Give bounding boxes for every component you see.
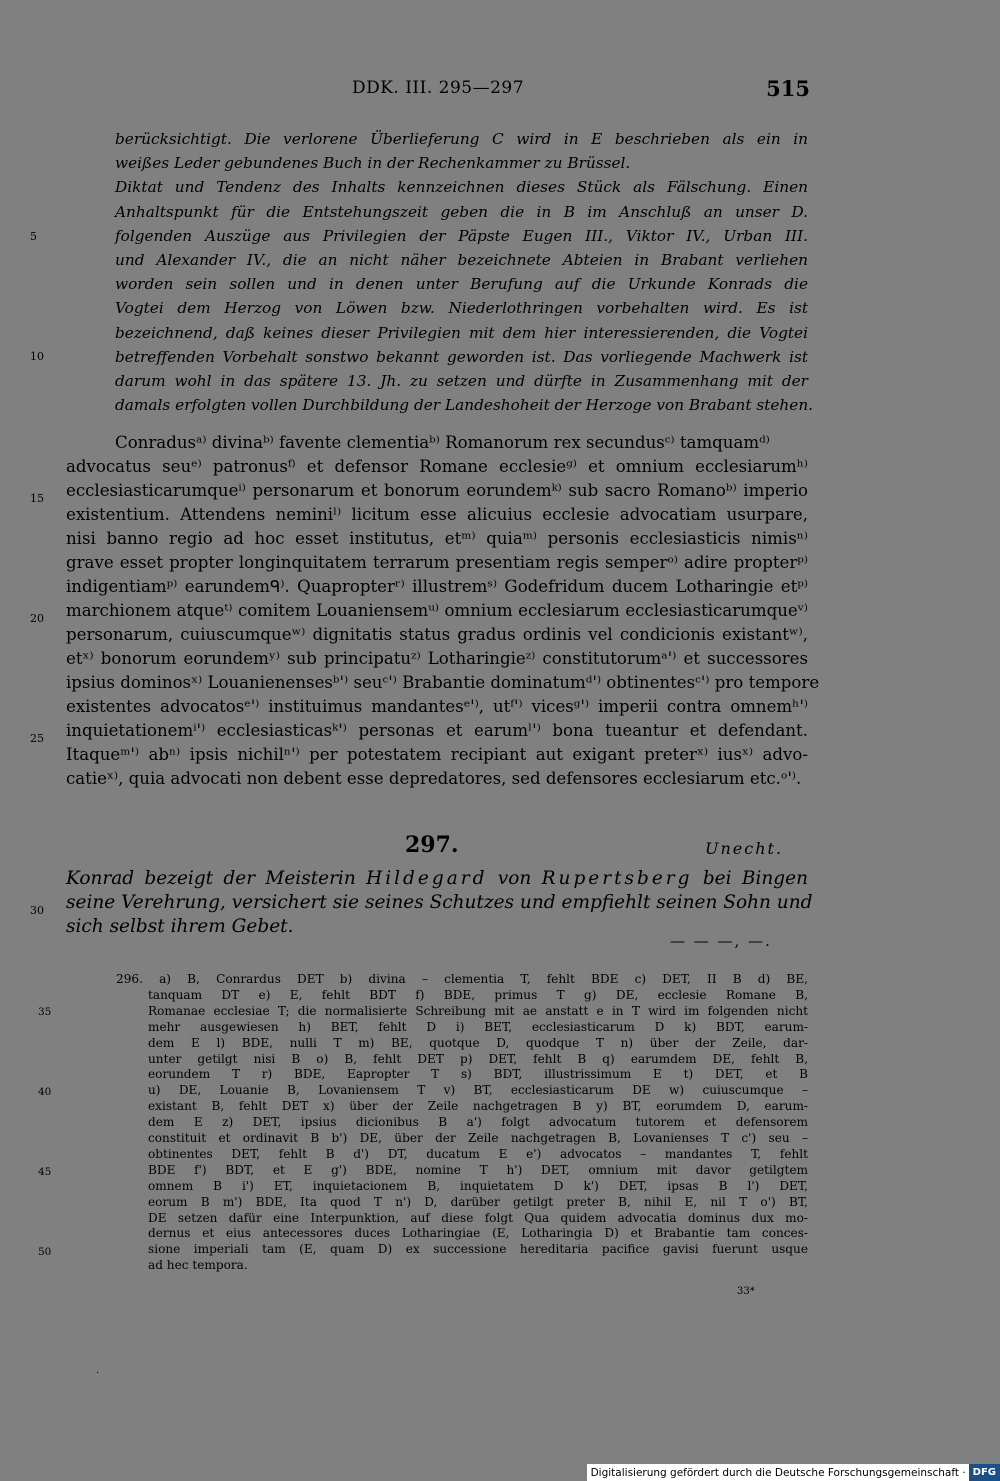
commentary-line: folgenden Auszüge aus Privilegien der Päpste Eugen III., Viktor IV., Urban III. <box>115 226 808 245</box>
line-number: 35 <box>38 1006 52 1018</box>
commentary-line: berücksichtigt. Die verlorene Überlieferung C wird in E beschrieben als ein in <box>115 130 808 148</box>
charter-line: personarum, cuiuscumqueʷ⁾ dignitatis status gradus ordinis vel condicionis existantʷ⁾, <box>66 625 808 644</box>
line-number: 40 <box>38 1086 52 1098</box>
charter-line: advocatus seuᵉ⁾ patronusᶠ⁾ et defensor Romane ecclesieᵍ⁾ et omnium ecclesiarumʰ⁾ <box>66 457 808 476</box>
footnote-line: mehr ausgewiesen h) BET, fehlt D i) BET, ecclesiasticarum D k) BDT, earum- <box>148 1019 808 1034</box>
footnote-line: eorum B m') BDE, Ita quod T n') D, darüber getilgt preter B, nihil E, nil T o') BT, <box>148 1194 808 1209</box>
commentary-line: darum wohl in das spätere 13. Jh. zu setzen und dürfte in Zusammenhang mit der <box>115 372 808 390</box>
commentary-line: weißes Leder gebundenes Buch in der Rechenkammer zu Brüssel. <box>115 154 631 173</box>
running-title: DDK. III. 295—297 <box>351 78 525 98</box>
charter-line: etˣ⁾ bonorum eorundemʸ⁾ sub principatuᶻ⁾ Lotharingieᶻ⁾ constitutorumᵃ'⁾ et successores <box>66 649 808 668</box>
footnote-line: Romanae ecclesiae T; die normalisierte Schreibung mit ae anstatt e in T wird im folgenden nicht <box>148 1003 808 1018</box>
authenticity-status: Unecht. <box>705 839 784 858</box>
charter-line: existentium. Attendens neminiˡ⁾ licitum esse alicuius ecclesie advocatiam usurpare, <box>66 505 808 524</box>
commentary-line: betreffenden Vorbehalt sonstwo bekannt geworden ist. Das vorliegende Machwerk ist <box>115 347 808 366</box>
charter-line: marchionem atqueᵗ⁾ comitem Louaniensemᵘ⁾ omnium ecclesiarum ecclesiasticarumqueᵛ⁾ <box>66 601 808 620</box>
commentary-line: bezeichnend, daß keines dieser Privilegien mit dem hier interessierenden, die Vogtei <box>115 323 808 342</box>
footnote-line: constituit et ordinavit B b') DE, über der Zeile nachgetragen B, Lovanienses T c') seu – <box>148 1131 808 1145</box>
credit-text: Digitalisierung gefördert durch die Deutsche Forschungsgemeinschaft · <box>590 1466 966 1479</box>
regest-segment: Hildegard <box>366 868 488 889</box>
commentary-line: worden sein sollen und in denen unter Berufung auf die Urkunde Konrads die <box>115 275 808 294</box>
charter-line: ipsius dominosˣ⁾ Louanienensesᵇ'⁾ seuᶜ'⁾ Brabantie dominatumᵈ'⁾ obtinentesᶜ'⁾ pro tempore <box>66 673 820 692</box>
footnote-line: dernus et eius antecessores duces Lotharingiae (E, Lotharingia D) et Brabantie tam conces- <box>148 1226 808 1241</box>
charter-line: catieˣ⁾, quia advocati non debent esse depredatores, sed defensores ecclesiarum etc.ᵒ'⁾. <box>66 769 802 788</box>
regest-segment: Konrad bezeigt der Meisterin <box>66 868 367 889</box>
charter-line: Conradusᵃ⁾ divinaᵇ⁾ favente clementiaᵇ⁾ Romanorum rex secundusᶜ⁾ tamquamᵈ⁾ <box>115 433 770 452</box>
line-number: 30 <box>30 904 44 917</box>
footnote-line: unter getilgt nisi B o) B, fehlt DET p) DET, fehlt B q) earumdem DE, fehlt B, <box>148 1051 808 1066</box>
footnote-line: sione imperiali tam (E, quam D) ex successione hereditaria pacifice gavisi fuerunt usque <box>148 1242 808 1257</box>
regest-segment: Rupertsberg <box>541 868 693 889</box>
dateline: — — —, —. <box>670 932 772 950</box>
charter-line: grave esset propter longinquitatem terrarum presentiam regis semperᵒ⁾ adire propterᵖ⁾ <box>66 553 808 572</box>
footnote-line: existant B, fehlt DET x) über der Zeile nachgetragen B y) BT, eorumdem D, earum- <box>148 1099 808 1114</box>
footnote-line: u) DE, Louanie B, Lovaniensem T v) BT, ecclesiasticarum DE w) cuiuscumque – <box>148 1083 808 1098</box>
commentary-line: Vogtei dem Herzog von Löwen bzw. Niederlothringen vorbehalten wird. Es ist <box>115 299 808 318</box>
line-number: 25 <box>30 732 44 745</box>
page-number: 515 <box>766 76 810 101</box>
footnote-line: tanquam DT e) E, fehlt BDT f) BDE, primus T g) DE, ecclesie Romane B, <box>148 987 808 1002</box>
document-number: 297. <box>405 832 459 858</box>
footnote-line: DE setzen dafür eine Interpunktion, auf diese folgt Qua quidem advocatia dominus dux mo- <box>148 1210 808 1225</box>
footnote-line: BDE f') BDT, et E g') BDE, nomine T h') DET, omnium mit davor getilgtem <box>148 1162 808 1177</box>
line-number: 20 <box>30 612 44 625</box>
regest-segment: seine Verehrung, versichert sie seines Schutzes und empfiehlt seinen Sohn und <box>66 892 813 913</box>
charter-line: inquietationemⁱ'⁾ ecclesiasticasᵏ'⁾ personas et earumˡ'⁾ bona tueantur et defendant. <box>66 721 808 740</box>
footnote-line: 296. a) B, Conrardus DET b) divina – clementia T, fehlt BDE c) DET, II B d) BE, <box>116 972 808 986</box>
charter-line: ecclesiasticarumqueⁱ⁾ personarum et bonorum eorundemᵏ⁾ sub sacro Romanoᵇ⁾ imperio <box>66 481 808 500</box>
footnote-line: obtinentes DET, fehlt B d') DT, ducatum E e') advocatos – mandantes T, fehlt <box>148 1146 808 1161</box>
commentary-line: Anhaltspunkt für die Entstehungszeit geben die in B im Anschluß an unser D. <box>115 202 808 221</box>
line-number: 50 <box>38 1246 52 1258</box>
regest-line <box>66 868 808 889</box>
sheet-signature: 33* <box>737 1286 755 1297</box>
regest-line <box>66 892 813 913</box>
line-number: 15 <box>30 492 44 505</box>
charter-line: existentes advocatosᵉ'⁾ instituimus mandantesᵉ'⁾, utᶠ'⁾ vicesᵍ'⁾ imperii contra omnemʰ'⁾ <box>66 697 808 716</box>
page-header <box>66 78 810 106</box>
charter-line: Itaqueᵐ'⁾ abⁿ⁾ ipsis nichilⁿ'⁾ per potestatem recipiant aut exigant preterˣ⁾ iusˣ⁾ advo- <box>66 745 808 764</box>
footnote-line: dem E z) DET, ipsius dicionibus B a') folgt advocatum tutorem et defensorem <box>148 1115 808 1130</box>
commentary-line: und Alexander IV., die an nicht näher bezeichnete Abteien in Brabant verliehen <box>115 251 808 269</box>
footnote-line: omnem B i') ET, inquietacionem B, inquietatem D k') DET, ipsas B l') DET, <box>148 1178 808 1193</box>
regest-segment: bei Bingen <box>692 868 808 889</box>
commentary-line: damals erfolgten vollen Durchbildung der Landeshoheit der Herzoge von Brabant stehen. <box>115 396 814 415</box>
dfg-logo[interactable]: DFG <box>969 1464 1000 1481</box>
commentary-line: Diktat und Tendenz des Inhalts kennzeichnen dieses Stück als Fälschung. Einen <box>115 178 808 197</box>
charter-line: nisi banno regio ad hoc esset institutus, etᵐ⁾ quiaᵐ⁾ personis ecclesiasticis nimisⁿ⁾ <box>66 529 808 548</box>
footnote-line: eorundem T r) BDE, Eapropter T s) BDT, illustrissimum E t) DET, et B <box>148 1067 808 1082</box>
footnote-line: dem E l) BDE, nulli T m) BE, quotque D, quodque T n) über der Zeile, dar- <box>148 1035 808 1050</box>
corner-mark: · <box>96 1368 100 1379</box>
regest-segment: von <box>487 868 542 889</box>
footnote-line: ad hec tempora. <box>148 1258 248 1273</box>
regest-segment: sich selbst ihrem Gebet. <box>66 916 294 937</box>
line-number: 5 <box>30 230 37 243</box>
line-number: 10 <box>30 350 44 363</box>
line-number: 45 <box>38 1166 52 1178</box>
digitization-credit <box>587 1464 1000 1481</box>
charter-line: indigentiamᵖ⁾ earundemᑫ⁾. Quapropterʳ⁾ illustremˢ⁾ Godefridum ducem Lotharingie etᵖ⁾ <box>66 577 808 596</box>
